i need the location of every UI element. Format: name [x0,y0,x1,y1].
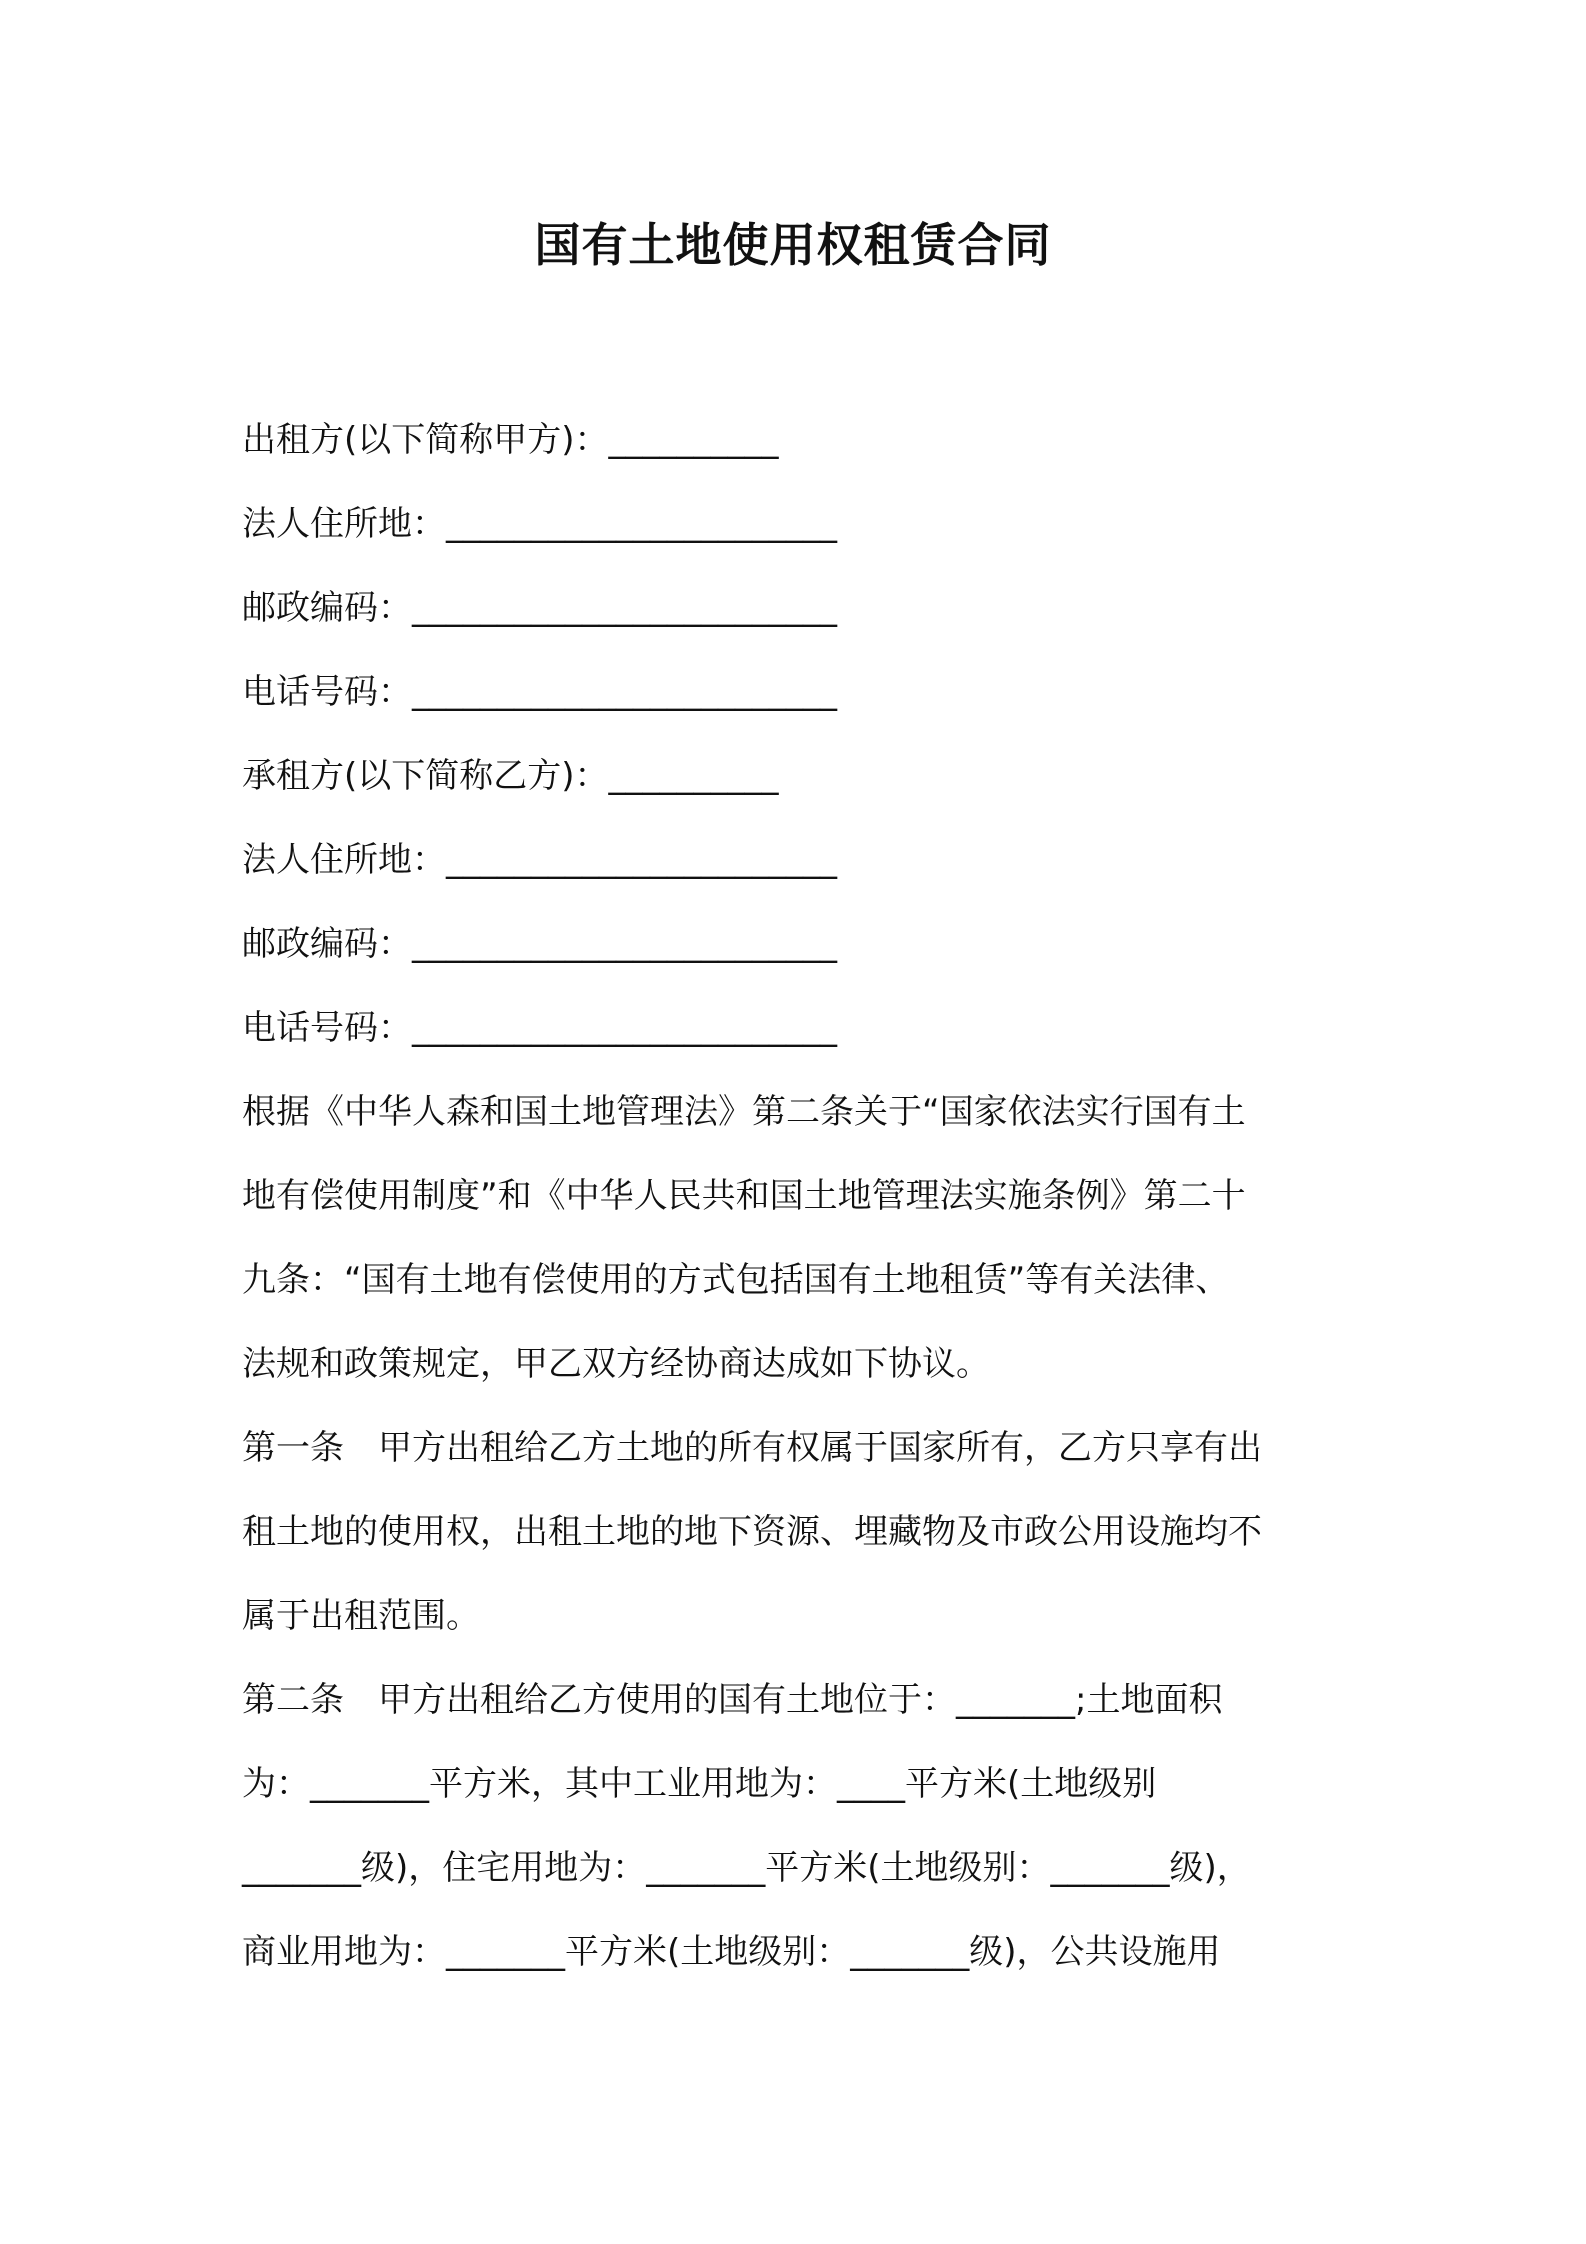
lessee-address-line: 法人住所地：_______________________ [242,840,837,880]
lessor-phone-line: 电话号码：_________________________ [242,672,837,712]
article-1-line: 第一条 甲方出租给乙方土地的所有权属于国家所有，乙方只享有出 [242,1428,1262,1468]
preamble-line: 地有偿使用制度”和《中华人民共和国土地管理法实施条例》第二十 [242,1176,1246,1216]
document-title: 国有土地使用权租赁合同 [534,218,1052,272]
lessor-postcode-line: 邮政编码：_________________________ [242,588,837,628]
article-1-line: 租土地的使用权，出租土地的地下资源、埋藏物及市政公用设施均不 [242,1512,1262,1552]
preamble-line: 法规和政策规定，甲乙双方经协商达成如下协议。 [242,1344,990,1384]
article-2-line: 商业用地为：_______平方米(土地级别：_______级)，公共设施用 [242,1932,1221,1972]
lessee-name-line: 承租方(以下简称乙方)：__________ [242,756,779,796]
preamble-line: 九条：“国有土地有偿使用的方式包括国有土地租赁”等有关法律、 [242,1260,1230,1300]
article-2-line: _______级)，住宅用地为：_______平方米(土地级别：_______级)， [242,1848,1251,1888]
article-1-line: 属于出租范围。 [242,1596,480,1636]
lessor-name-line: 出租方(以下简称甲方)：__________ [242,420,779,460]
lessee-phone-line: 电话号码：_________________________ [242,1008,837,1048]
article-1-paragraph [242,1406,1362,1658]
preamble-line: 根据《中华人森和国土地管理法》第二条关于“国家依法实行国有土 [242,1092,1246,1132]
lessor-address-line: 法人住所地：_______________________ [242,504,837,544]
lessee-postcode-line: 邮政编码：_________________________ [242,924,837,964]
article-2-line: 第二条 甲方出租给乙方使用的国有土地位于：_______;土地面积 [242,1680,1223,1720]
article-2-line: 为：_______平方米，其中工业用地为：____平方米(土地级别 [242,1764,1157,1804]
article-2-paragraph [242,1658,1362,1994]
preamble-paragraph [242,1070,1362,1406]
